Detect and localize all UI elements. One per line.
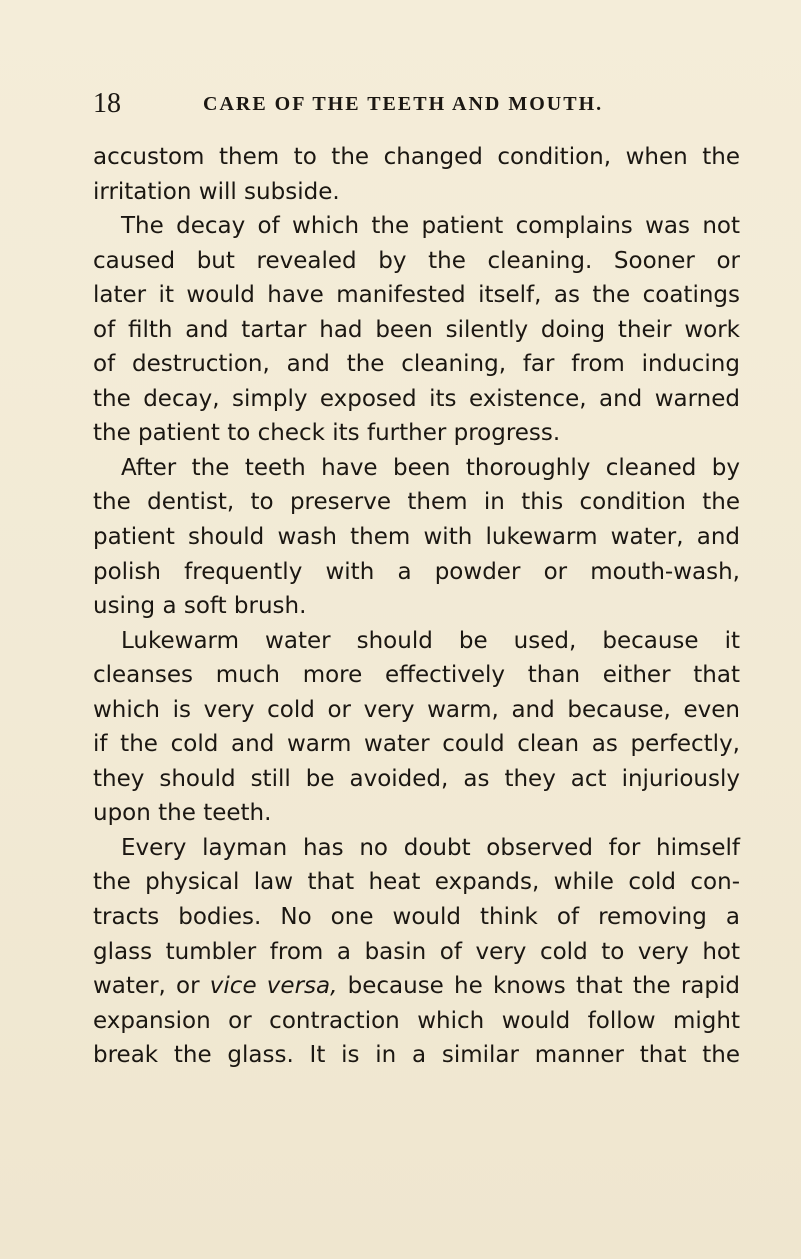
text-line: expansion or contraction which would follow might: [93, 1007, 740, 1034]
page-number: 18: [93, 88, 121, 119]
text-line: they should still be avoided, as they act injuriously: [93, 765, 740, 792]
text-line: if the cold and warm water could clean as perfectly,: [93, 731, 740, 758]
text-line: cleanses much more effectively than either that: [93, 662, 740, 689]
text-line: glass tumbler from a basin of very cold to very hot: [93, 938, 740, 965]
text-line-mixed: [93, 969, 740, 1004]
text-line: The decay of which the patient complains was not: [121, 213, 740, 240]
text-line: tracts bodies. No one would think of removing a: [93, 904, 740, 931]
text-line: patient should wash them with lukewarm water, and: [93, 524, 740, 551]
text-line: Lukewarm water should be used, because it: [121, 627, 740, 654]
text-line: which is very cold or very warm, and because, even: [93, 696, 740, 723]
text-line: irritation will subside.: [93, 178, 340, 205]
text-segment: water, or: [93, 973, 210, 1000]
text-line: accustom them to the changed condition, when the: [93, 144, 740, 170]
text-line: later it would have manifested itself, as the coatings: [93, 282, 740, 309]
running-title: CARE OF THE TEETH AND MOUTH.: [203, 93, 604, 115]
text-line: of destruction, and the cleaning, far from inducing: [93, 351, 740, 378]
text-line: of filth and tartar had been silently doing their work: [93, 316, 740, 343]
text-line: After the teeth have been thoroughly cleaned by: [121, 454, 740, 481]
page-header: [93, 89, 711, 119]
body-text: [93, 140, 740, 1073]
text-line: the patient to check its further progress.: [93, 420, 561, 447]
text-line: caused but revealed by the cleaning. Sooner or: [93, 247, 740, 274]
text-line: upon the teeth.: [93, 800, 272, 827]
text-line: polish frequently with a powder or mouth-wash,: [93, 558, 740, 585]
text-line: the dentist, to preserve them in this condition the: [93, 489, 740, 516]
text-segment: because he knows that the rapid: [337, 973, 740, 1000]
text-line: using a soft brush.: [93, 593, 307, 620]
text-line: Every layman has no doubt observed for himself: [121, 834, 740, 861]
text-line: the decay, simply exposed its existence, and warned: [93, 385, 740, 412]
text-line: the physical law that heat expands, while cold con-: [93, 869, 740, 896]
italic-phrase: vice versa,: [209, 973, 338, 1000]
text-line: break the glass. It is in a similar manner that the: [93, 1042, 740, 1069]
